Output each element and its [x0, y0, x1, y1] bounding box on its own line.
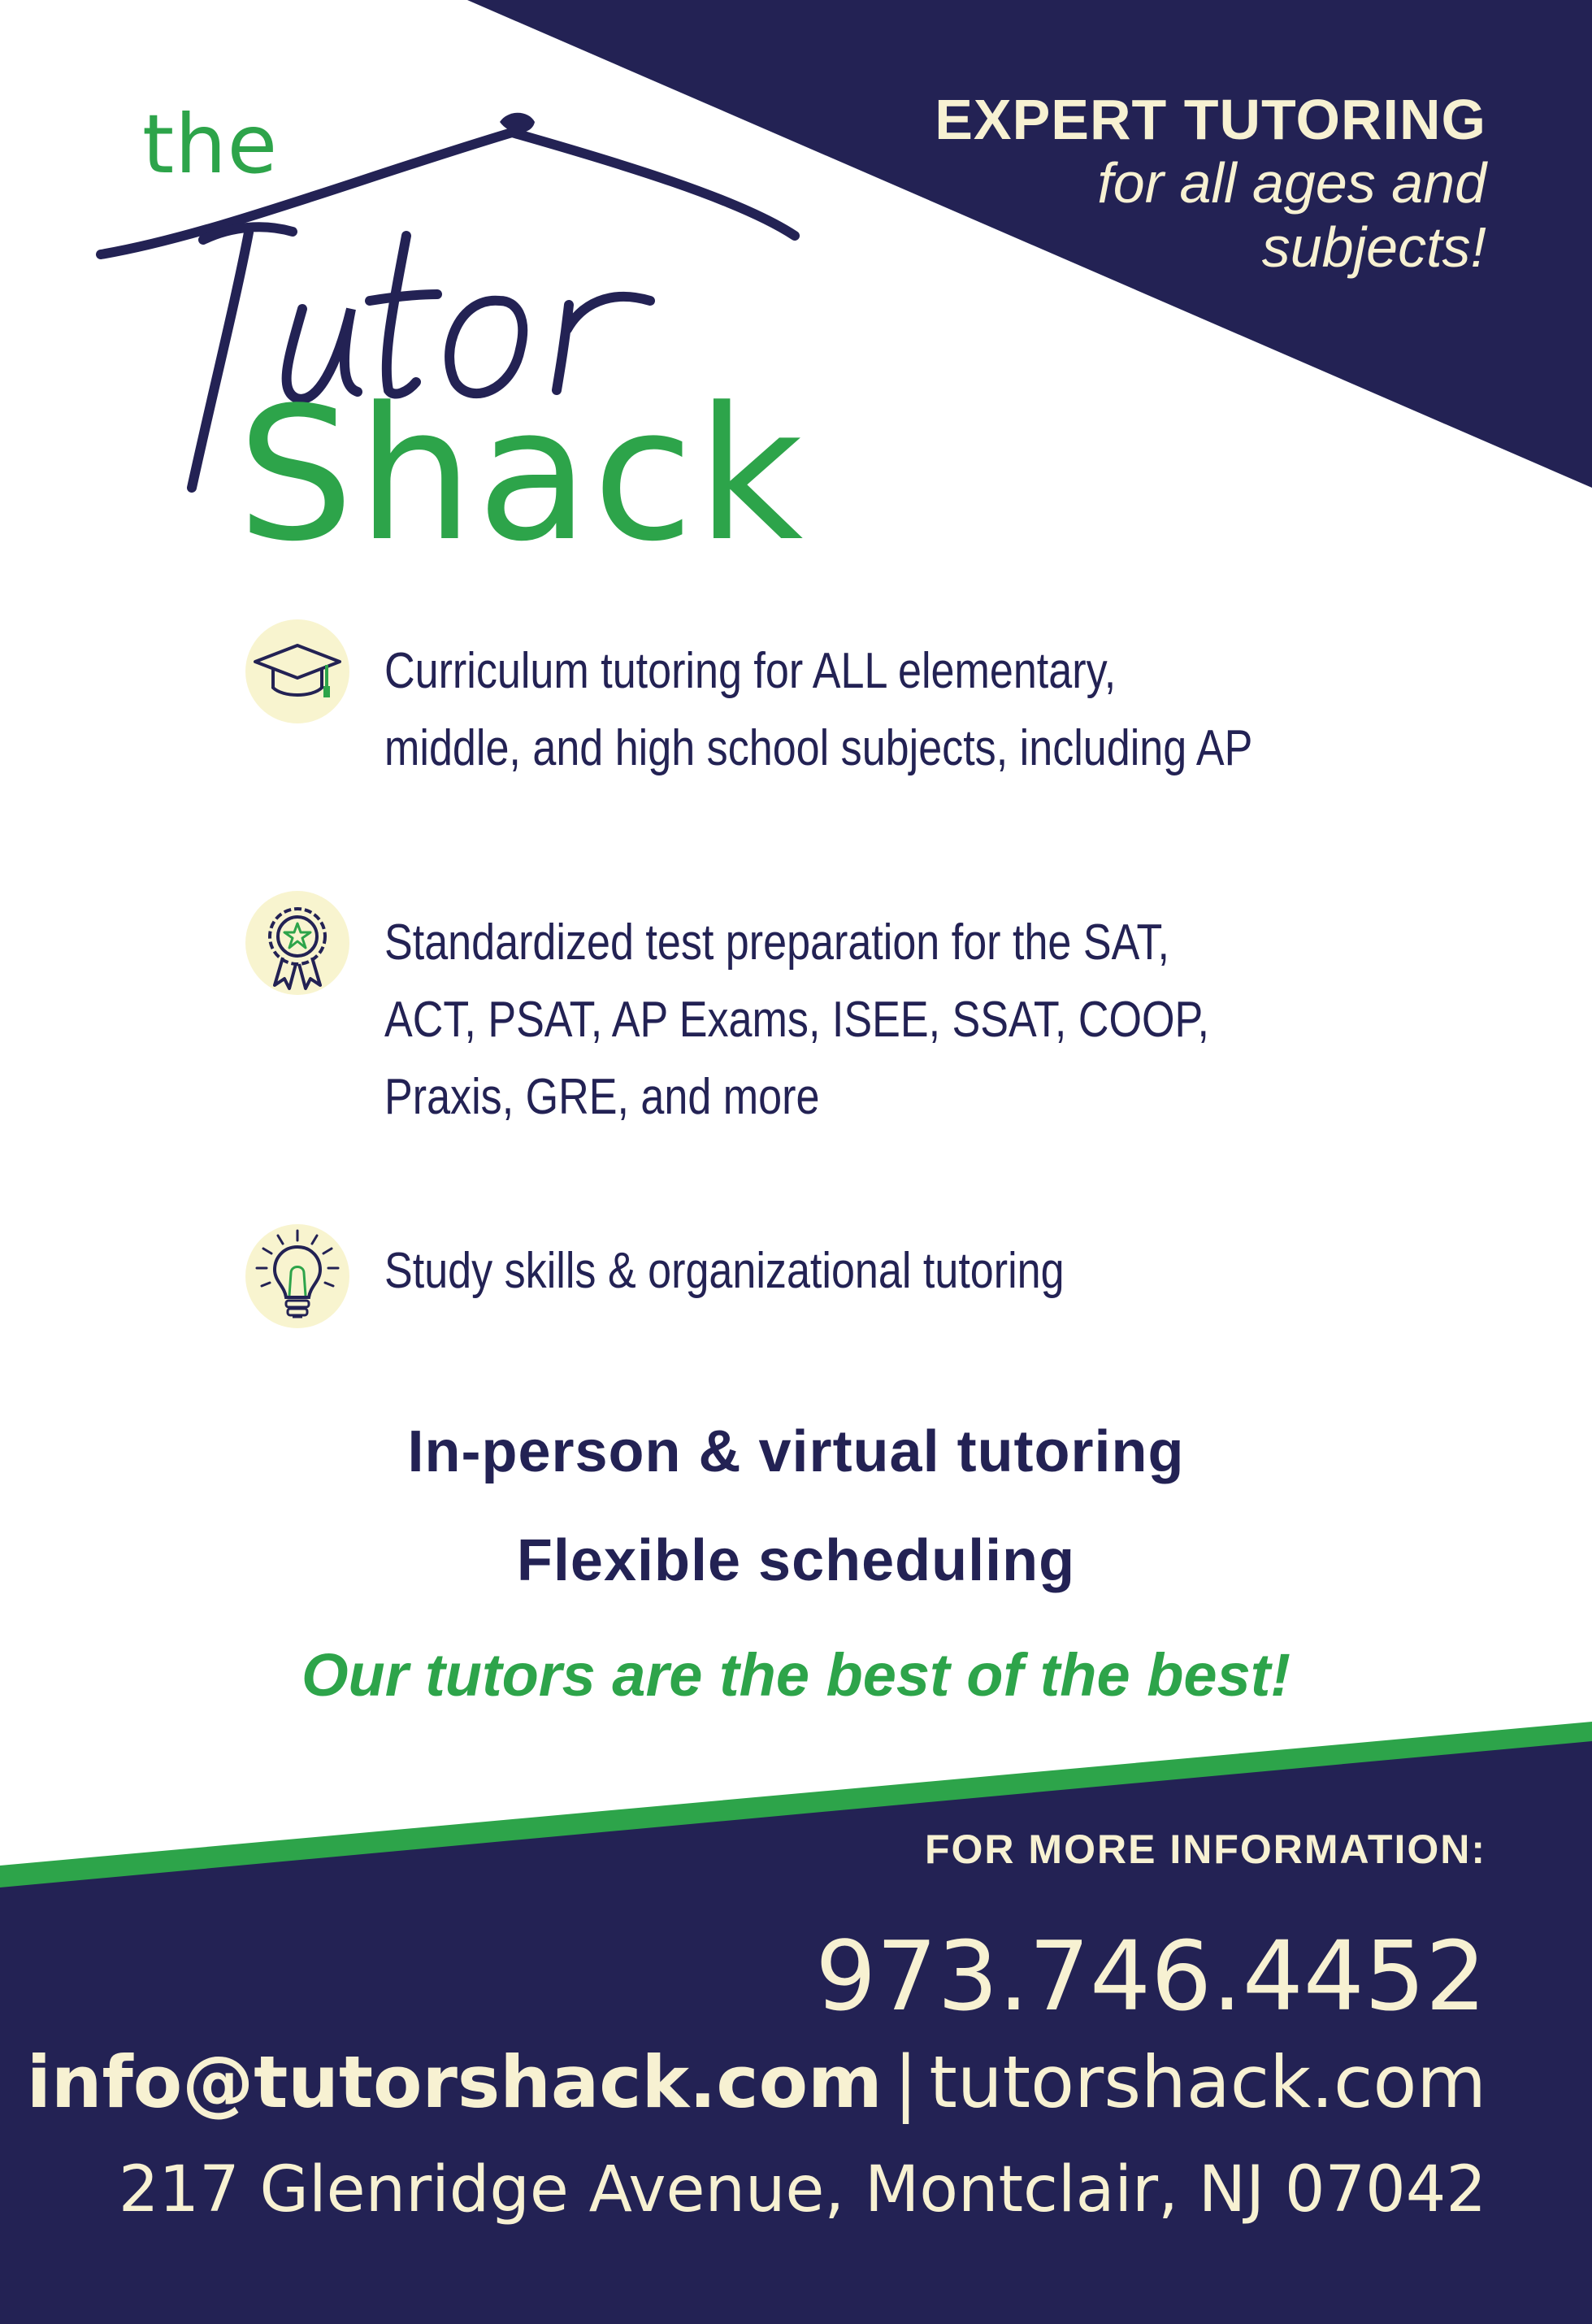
- service-line: Praxis, GRE, and more: [384, 1069, 820, 1125]
- service-study-skills: [384, 1232, 1286, 1310]
- service-test-prep: [384, 904, 1286, 1136]
- award-ribbon-icon: [245, 891, 349, 995]
- logo-word-the: the: [142, 97, 279, 192]
- contact-phone[interactable]: 973.746.4452: [815, 1920, 1486, 2032]
- service-line: middle, and high school subjects, including AP: [384, 720, 1253, 776]
- tagline-line-2: subjects!: [1261, 215, 1486, 279]
- service-line: Study skills & organizational tutoring: [384, 1243, 1065, 1299]
- service-line: ACT, PSAT, AP Exams, ISEE, SSAT, COOP,: [384, 992, 1209, 1048]
- service-curriculum: [384, 632, 1286, 787]
- service-line: Standardized test preparation for the SAT,: [384, 914, 1169, 971]
- tagline: [935, 88, 1486, 279]
- logo-word-shack: Shack: [237, 368, 807, 582]
- contact-separator: |: [893, 2040, 918, 2124]
- highlight-best-tutors: Our tutors are the best of the best!: [301, 1641, 1291, 1709]
- contact-email[interactable]: info@tutorshack.com: [26, 2040, 883, 2124]
- tagline-headline: EXPERT TUTORING: [935, 88, 1486, 151]
- contact-heading: FOR MORE INFORMATION:: [925, 1827, 1486, 1872]
- highlight-flexible-scheduling: Flexible scheduling: [516, 1528, 1076, 1593]
- highlight-in-person-virtual: In-person & virtual tutoring: [407, 1419, 1185, 1484]
- lightbulb-icon: [245, 1224, 349, 1328]
- contact-email-website: [26, 2040, 1486, 2124]
- contact-website[interactable]: tutorshack.com: [929, 2040, 1486, 2124]
- service-line: Curriculum tutoring for ALL elementary,: [384, 643, 1117, 699]
- graduation-cap-icon: [245, 619, 349, 723]
- tagline-line-1: for all ages and: [1097, 151, 1486, 215]
- contact-address: 217 Glenridge Avenue, Montclair, NJ 07042: [118, 2153, 1486, 2226]
